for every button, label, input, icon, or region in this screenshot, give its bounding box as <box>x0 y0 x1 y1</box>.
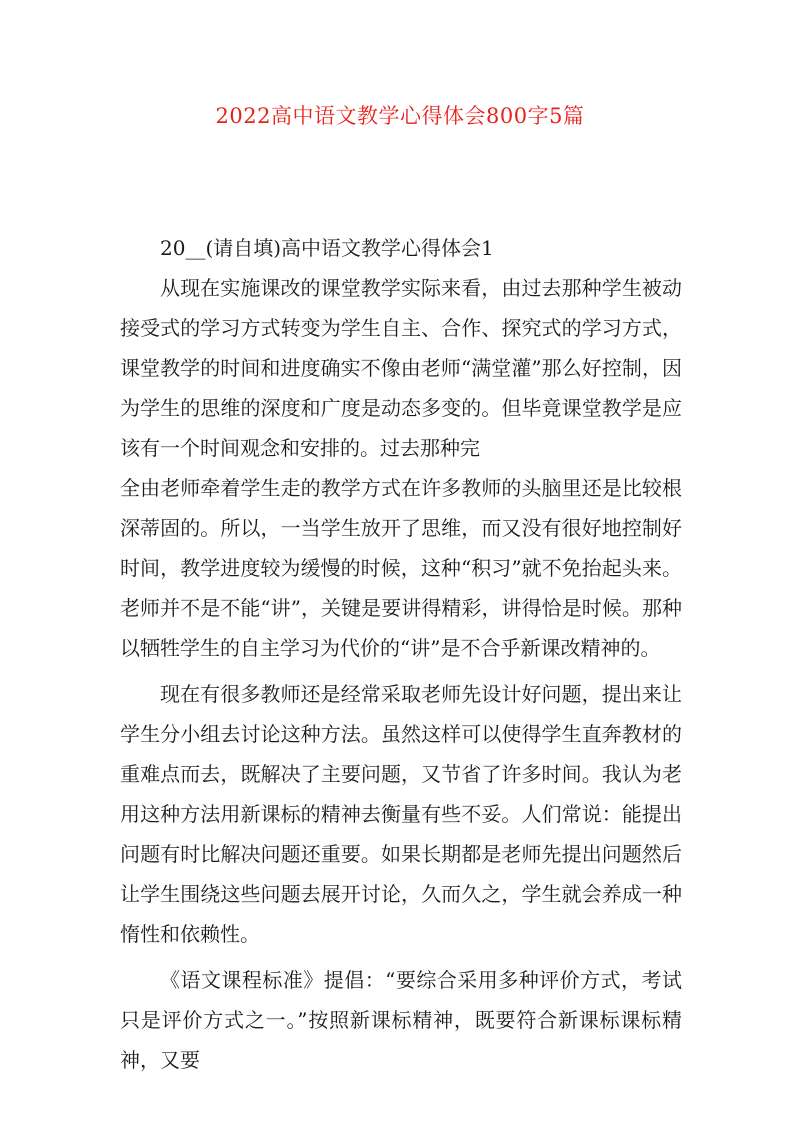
section-heading: 20__(请自填)高中语文教学心得体会1 <box>160 236 494 260</box>
paragraph-1: 从现在实施课改的课堂教学实际来看，由过去那种学生被动接受式的学习方式转变为学生自主、合作、探究式的学习方式，课堂教学的时间和进度确实不像由老师“满堂灌”那么好控制，因为学生的思维的深度和广度是动态多变的。但毕竟课堂教学是应该有一个时间观念和安排的。过去那种完 <box>120 276 682 460</box>
paragraph-3: 现在有很多教师还是经常采取老师先设计好问题，提出来让学生分小组去讨论这种方法。虽然这样可以使得学生直奔教材的重难点而去，既解决了主要问题，又节省了许多时间。我认为老用这种方法用新课标的精神去衡量有些不妥。人们常说：能提出问题有时比解决问题还重要。如果长期都是老师先提出问题然后让学生围绕这些问题去展开讨论，久而久之，学生就会养成一种惰性和依赖性。 <box>120 682 682 946</box>
document-body <box>120 228 682 1080</box>
paragraph-4: 《语文课程标准》提倡：“要综合采用多种评价方式，考试只是评价方式之一。”按照新课标精神，既要符合新课标课标精神，又要 <box>120 968 682 1072</box>
paragraph-2: 全由老师牵着学生走的教学方式在许多教师的头脑里还是比较根深蒂固的。所以，一当学生放开了思维，而又没有很好地控制好时间，教学进度较为缓慢的时候，这种“积习”就不免抬起头来。老师并不是不能“讲”，关键是要讲得精彩，讲得恰是时候。那种以牺牲学生的自主学习为代价的“讲”是不合乎新课改精神的。 <box>120 476 682 660</box>
document-title: 2022高中语文教学心得体会800字5篇 <box>215 104 585 128</box>
